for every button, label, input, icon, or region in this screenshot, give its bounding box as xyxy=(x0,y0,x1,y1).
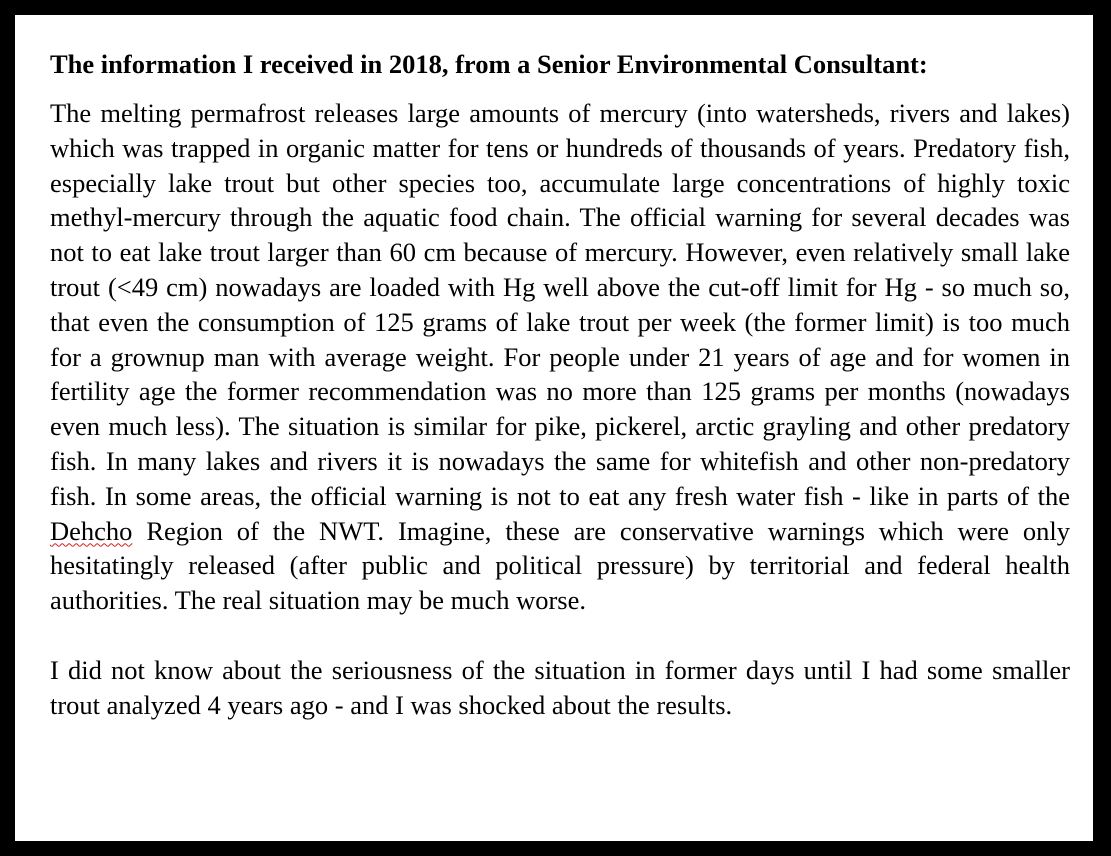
document-page xyxy=(15,15,1093,841)
paragraph-mercury-warning xyxy=(50,96,1070,618)
paragraph-personal-note: I did not know about the seriousness of the situation in former days until I had some smaller trout analyzed 4 years ago - and I was shocked about the results. xyxy=(50,654,1070,720)
document-body xyxy=(50,47,1070,723)
document-heading: The information I received in 2018, from a Senior Environmental Consultant: xyxy=(50,49,928,79)
spellcheck-flagged-word[interactable]: Dehcho xyxy=(50,515,133,546)
paragraph-1-text-start: The melting permafrost releases large amounts of mercury (into watersheds, rivers and lakes) which was trapped in organic matter for tens or hundreds of thousands of years. Predatory fish, especially lake trout but other species too, accumulate large concentrations of highly toxic methyl-mercury through the aquatic food chain. The official warning for several decades was not to eat lake trout larger than 60 cm because of mercury. However, even relatively small lake trout (<49 cm) nowadays are loaded with Hg well above the cut-off limit for Hg - so much so, that even the consumption of 125 grams of lake trout per week (the former limit) is too much for a grownup man with average weight. For people under 21 years of age and for women in fertility age the former recommendation was no more than 125 grams per months (nowadays even much less). The situation is similar for pike, pickerel, arctic grayling and other predatory fish. In many lakes and rivers it is nowadays the same for whitefish and other non-predatory fish. In some areas, the official warning is not to eat any fresh water fish - like in parts of the xyxy=(50,98,1070,511)
paragraph-1-text-end: Region of the NWT. Imagine, these are conservative warnings which were only hesitatingly released (after public and political pressure) by territorial and federal health authorities. The real situation may be much worse. xyxy=(50,515,1070,616)
